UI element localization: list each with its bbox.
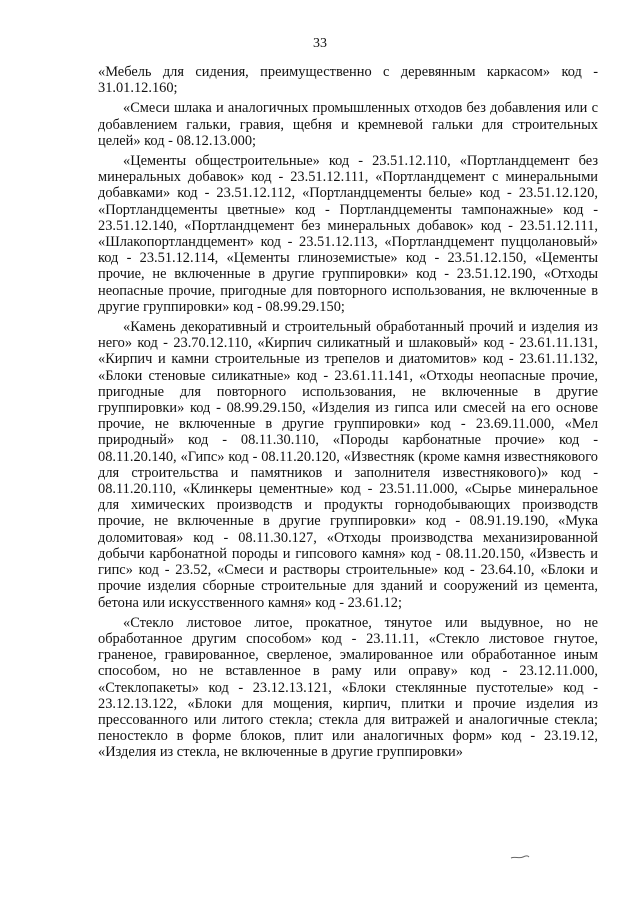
paragraph-slag-mixtures: «Смеси шлака и аналогичных промышленных отходов без добавления или с добавлением гальки, гравия, щебня и кремневой гальки для строительных целей» код - 08.12.13.000; [98,100,598,149]
document-body [98,64,598,765]
paragraph-furniture: «Мебель для сидения, преимущественно с деревянным каркасом» код - 31.01.12.160; [98,64,598,97]
paragraph-stone-products: «Камень декоративный и строительный обработанный прочий и изделия из него» код - 23.70.12.110, «Кирпич силикатный и шлаковый» код - 23.61.11.131, «Кирпич и камни строительные из трепелов и диатомитов» код - 23.61.11.132, «Блоки стеновые силикатные» код - 23.61.11.141, «Отходы неопасные прочие, пригодные для повторного использования, не включенные в другие группировки» код - 08.99.29.150, «Изделия из гипса или смесей на его основе прочие, не включенные в другие группировки» код - 23.69.11.000, «Мел природный» код - 08.11.30.110, «Породы карбонатные прочие» код - 08.11.20.140, «Гипс» код - 08.11.20.120, «Известняк (кроме камня известнякового для строительства и памятников и заполнителя известнякового)» код - 08.11.20.110, «Клинкеры цементные» код - 23.51.11.000, «Сырье минеральное для химических производств и продукты горнодобывающих производств прочие, не включенные в другие группировки» код - 08.91.19.190, «Мука доломитовая» код - 08.11.30.127, «Отходы производства механизированной добычи карбонатной породы и гипсового камня» код - 08.11.20.150, «Известь и гипс» код - 23.52, «Смеси и растворы строительные» код - 23.64.10, «Блоки и прочие изделия сборные строительные для зданий и сооружений из цемента, бетона или искусственного камня» код - 23.61.12; [98,319,598,611]
scan-artifact-mark [510,854,530,860]
page-number: 33 [313,36,327,51]
paragraph-cements: «Цементы общестроительные» код - 23.51.12.110, «Портландцемент без минеральных добавок» код - 23.51.12.111, «Портландцемент с минеральными добавками» код - 23.51.12.112, «Портландцементы белые» код - 23.51.12.120, «Портландцементы цветные» код - Портландцементы тампонажные» код - 23.51.12.140, «Портландцемент без минеральных добавок» код - 23.51.12.111, «Шлакопортландцемент» код - 23.51.12.113, «Портландцемент пуццолановый» код - 23.51.12.114, «Цементы глиноземистые» код - 23.51.12.150, «Цементы прочие, не включенные в другие группировки» код - 23.51.12.190, «Отходы неопасные прочие, пригодные для повторного использования, не включенные в другие группировки» код - 08.99.29.150; [98,153,598,315]
paragraph-glass: «Стекло листовое литое, прокатное, тянутое или выдувное, но не обработанное другим способом» код - 23.11.11, «Стекло листовое гнутое, граненое, гравированное, сверленое, эмалированное или обработанное иным способом, но не вставленное в раму или оправу» код - 23.12.11.000, «Стеклопакеты» код - 23.12.13.121, «Блоки стеклянные пустотелые» код - 23.12.13.122, «Блоки для мощения, кирпич, плитки и прочие изделия из прессованного или литого стекла; стекла для витражей и аналогичные стекла; пеностекло в форме блоков, плит или аналогичных форм» код - 23.19.12, «Изделия из стекла, не включенные в другие группировки» [98,614,598,761]
